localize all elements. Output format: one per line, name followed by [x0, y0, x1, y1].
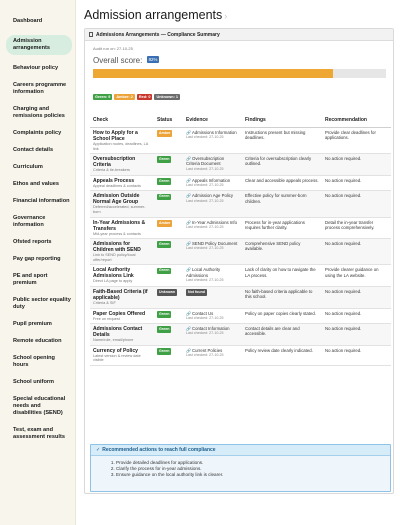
cell-evidence — [183, 308, 242, 324]
check-subtitle: Link to SEND policy/local offer/report — [93, 253, 136, 262]
table-row — [90, 239, 391, 265]
score-progress-fill — [93, 69, 333, 78]
cell-recommendation: Detail the in-year transfer process comprehensively. — [322, 217, 391, 239]
cell-evidence — [183, 286, 242, 308]
link-icon: 🔗 — [186, 241, 191, 247]
cell-recommendation: Provide clear deadlines for applications. — [322, 128, 391, 154]
cell-status — [154, 265, 183, 287]
cell-status — [154, 286, 183, 308]
check-subtitle: Latest version & review date visible — [93, 353, 141, 363]
evidence-last-checked: Last checked: 27-10-25 — [186, 224, 224, 229]
link-icon: 🔗 — [186, 347, 191, 353]
cell-recommendation: No action required. — [322, 239, 391, 265]
cell-check — [90, 191, 154, 217]
sidebar-item-ofsted-reports[interactable]: Ofsted reports — [13, 239, 52, 245]
checks-table — [90, 113, 391, 366]
sidebar-item-financial-information[interactable]: Financial information — [13, 198, 70, 204]
evidence-link[interactable] — [186, 193, 233, 198]
status-badge: Green — [159, 194, 170, 199]
card-header — [85, 29, 393, 41]
sidebar-item-ethos-and-values[interactable]: Ethos and values — [13, 181, 60, 187]
check-subtitle: Free on request — [93, 316, 120, 321]
check-subtitle: Mid-year process & contacts — [93, 231, 141, 236]
sidebar-item-complaints-policy[interactable]: Complaints policy — [13, 130, 62, 136]
cell-status — [154, 175, 183, 191]
cell-check — [90, 217, 154, 239]
cell-check — [90, 175, 154, 191]
recommendations-box — [90, 444, 391, 492]
check-title: Oversubscription Criteria — [93, 156, 136, 169]
check-subtitle: Direct LA page to apply — [93, 279, 133, 284]
recommendation-item: 3. Ensure guidance on the local authority link is clearer. — [116, 472, 390, 478]
document-icon — [89, 32, 93, 37]
table-row — [90, 217, 391, 239]
evidence-last-checked: Last checked: 27-10-25 — [186, 198, 224, 203]
status-chips — [93, 85, 182, 99]
status-badge: Amber — [159, 131, 171, 135]
status-badge: Green — [159, 348, 170, 353]
cell-status — [154, 217, 183, 239]
check-subtitle: Appeal deadlines & contacts — [93, 183, 141, 188]
cell-findings: Policy on paper copies clearly stated. — [242, 308, 322, 324]
sidebar-item-curriculum[interactable]: Curriculum — [13, 164, 43, 170]
check-title: Paper Copies Offered — [93, 310, 146, 317]
cell-check — [90, 239, 154, 265]
check-title: Local Authority Admissions Link — [93, 267, 134, 280]
table-row — [90, 286, 391, 308]
sidebar-nav — [0, 0, 76, 525]
cell-findings: Comprehensive SEND policy available. — [242, 239, 322, 265]
cell-recommendation: No action required. — [322, 175, 391, 191]
cell-check — [90, 154, 154, 176]
recommendations-list — [91, 456, 390, 478]
check-title: How to Apply for a School Place — [93, 130, 138, 142]
evidence-last-checked: Last checked: 27-10-25 — [186, 315, 224, 320]
status-badge: Green — [159, 268, 170, 273]
evidence-link-label: Current Policies — [191, 347, 223, 353]
link-icon: 🔗 — [186, 177, 191, 183]
col-header-status: Status — [154, 113, 183, 128]
link-icon: 🔗 — [186, 156, 191, 162]
main-content — [84, 0, 396, 525]
cell-check — [90, 128, 154, 154]
sidebar-item-school-uniform[interactable]: School uniform — [13, 379, 55, 385]
status-badge: Green — [159, 327, 170, 332]
score-badge: 82% — [148, 57, 158, 62]
score-progress-bar — [93, 69, 386, 78]
check-title: Admissions for Children with SEND — [93, 241, 141, 254]
link-icon: 🔗 — [186, 326, 191, 332]
cell-status — [154, 308, 183, 324]
sidebar-item-behaviour-policy[interactable]: Behaviour policy — [13, 65, 59, 71]
evidence-last-checked: Last checked: 27-10-25 — [186, 166, 224, 171]
table-row — [90, 265, 391, 287]
sidebar-item-public-sector-equality-duty[interactable]: Public sector equality duty — [13, 297, 71, 310]
sidebar-item-pay-gap-reporting[interactable]: Pay gap reporting — [13, 256, 61, 262]
status-chip-amber: Amber: 2 — [116, 95, 133, 99]
evidence-link[interactable] — [186, 311, 213, 316]
evidence-link-label: Oversubscription Criteria Document — [186, 156, 225, 167]
check-title: In-Year Admissions & Transfers — [93, 219, 146, 232]
cell-findings: Criteria for oversubscription clearly outlined. — [242, 154, 322, 176]
cell-check — [90, 286, 154, 308]
cell-recommendation: No action required. — [322, 191, 391, 217]
link-icon: 🔗 — [186, 310, 191, 316]
table-row — [90, 324, 391, 346]
evidence-link-label: Appeals Information — [191, 177, 231, 183]
evidence-link-label: Admissions Information — [191, 130, 237, 135]
evidence-link-label: SEND Policy Document — [191, 241, 238, 247]
evidence-last-checked: Last checked: 27-10-25 — [186, 331, 224, 336]
evidence-last-checked: Last checked: 27-10-25 — [186, 277, 224, 282]
status-chip-grey: Unknown: 1 — [156, 95, 178, 99]
cell-check — [90, 265, 154, 287]
status-badge: Unknown — [159, 289, 176, 294]
check-subtitle: Criteria & SIF — [93, 300, 116, 305]
sidebar-item-school-opening-hours[interactable]: School opening hours — [13, 355, 55, 368]
table-row — [90, 345, 391, 365]
status-badge: Green — [159, 311, 170, 316]
link-icon: 🔗 — [186, 267, 191, 273]
check-title: Admission Outside Normal Age Group — [93, 193, 140, 206]
check-title: Appeals Process — [93, 177, 135, 184]
cell-findings: Clear and accessible appeals process. — [242, 175, 322, 191]
cell-evidence — [183, 239, 242, 265]
evidence-last-checked: Last checked: 27-10-25 — [186, 135, 224, 140]
status-badge: Green — [159, 242, 170, 247]
check-subtitle: Name/role, email/phone — [93, 338, 134, 343]
sidebar-item-special-educational-needs-and-disabilities-send[interactable]: Special educational needs and disabilities (SEND) — [13, 396, 66, 416]
evidence-link[interactable] — [186, 348, 222, 353]
cell-findings: Contact details are clear and accessible. — [242, 324, 322, 346]
cell-status — [154, 191, 183, 217]
card-header-title: Admissions Arrangements — Compliance Summary — [96, 32, 220, 38]
table-row — [90, 308, 391, 324]
cell-evidence — [183, 345, 242, 365]
evidence-link[interactable] — [186, 220, 237, 225]
cell-evidence — [183, 217, 242, 239]
cell-recommendation: No action required. — [322, 308, 391, 324]
cell-findings: Policy review date clearly indicated. — [242, 345, 322, 365]
table-row — [90, 191, 391, 217]
cell-status — [154, 345, 183, 365]
check-subtitle: Deferred/accelerated, summer-born — [93, 205, 146, 214]
table-row — [90, 175, 391, 191]
cell-evidence — [183, 128, 242, 154]
sidebar-item-careers-programme-information[interactable]: Careers programme information — [13, 82, 67, 95]
col-header-check: Check — [90, 113, 154, 128]
compliance-summary-card — [84, 28, 394, 494]
sidebar-item-pe-and-sport-premium[interactable]: PE and sport premium — [13, 273, 48, 286]
evidence-link[interactable] — [186, 156, 224, 166]
cell-status — [154, 239, 183, 265]
link-icon: 🔗 — [186, 130, 191, 135]
cell-recommendation: No action required. — [322, 324, 391, 346]
cell-evidence — [183, 175, 242, 191]
cell-recommendation: No action required. — [322, 345, 391, 365]
status-badge: Amber — [159, 220, 171, 225]
evidence-not-found-badge: Not found — [188, 289, 205, 294]
cell-check — [90, 324, 154, 346]
evidence-link[interactable] — [186, 267, 220, 277]
cell-check — [90, 308, 154, 324]
cell-recommendation: No action required. — [322, 154, 391, 176]
col-header-evidence: Evidence — [183, 113, 242, 128]
table-row — [90, 154, 391, 176]
status-badge: Green — [159, 178, 170, 183]
evidence-link-label: Admission Age Policy — [191, 193, 234, 199]
cell-status — [154, 154, 183, 176]
cell-recommendation: No action required. — [322, 286, 391, 308]
cell-evidence — [183, 154, 242, 176]
evidence-link-label: In-Year Admissions Info — [191, 219, 237, 225]
evidence-last-checked: Last checked: 27-10-25 — [186, 246, 224, 251]
cell-status — [154, 128, 183, 154]
sidebar-item-dashboard[interactable]: Dashboard — [13, 18, 43, 24]
check-subtitle: Criteria & tie-breakers — [93, 168, 130, 173]
evidence-link-label: Contact Us — [191, 310, 214, 316]
cell-findings: No faith-based criteria applicable to this school. — [242, 286, 322, 308]
cell-evidence — [183, 324, 242, 346]
sidebar-item-pupil-premium[interactable]: Pupil premium — [13, 321, 52, 327]
cell-recommendation: Provide clearer guidance on using the LA website. — [322, 265, 391, 287]
col-header-recommendation: Recommendation — [322, 113, 391, 128]
sidebar-item-test-exam-and-assessment-results[interactable]: Test, exam and assessment results — [13, 427, 65, 440]
recommendations-header — [91, 445, 390, 456]
cell-evidence — [183, 265, 242, 287]
recommendation-item: 1. Provide detailed deadlines for applications. — [116, 460, 390, 466]
evidence-link-label: Contact Information — [191, 326, 230, 332]
evidence-last-checked: Last checked: 27-10-25 — [186, 182, 224, 187]
recommendation-item: 2. Clarify the process for in-year admissions. — [116, 466, 390, 472]
page-title-text: Admission arrangements — [84, 8, 223, 22]
sidebar-item-admission-arrangements[interactable]: Admission arrangements — [6, 35, 72, 55]
cell-findings: Lack of clarity on how to navigate the LA process. — [242, 265, 322, 287]
cell-findings: Instructions present but missing deadlines. — [242, 128, 322, 154]
sidebar-item-charging-and-remissions-policies[interactable]: Charging and remissions policies — [13, 106, 65, 119]
cell-status — [154, 324, 183, 346]
check-subtitle: Application routes, deadlines, LA link — [93, 142, 149, 151]
cell-check — [90, 345, 154, 365]
audit-date: Audit run on: 27-10-25 — [93, 46, 133, 51]
check-title: Currency of Policy — [93, 347, 139, 354]
check-title: Faith-Based Criteria (if applicable) — [93, 288, 148, 301]
check-circle-icon: ✓ — [96, 447, 101, 453]
evidence-link-label: Local Authority Admissions — [186, 267, 221, 278]
status-badge: Green — [159, 157, 170, 162]
sidebar-item-remote-education[interactable]: Remote education — [13, 338, 62, 344]
evidence-last-checked: Last checked: 27-10-25 — [186, 352, 224, 357]
check-title: Admissions Contact Details — [93, 326, 143, 339]
status-chip-green: Green: 9 — [95, 95, 111, 99]
recommendations-title: Recommended actions to reach full compliance — [102, 447, 216, 453]
link-icon: 🔗 — [186, 219, 191, 225]
overall-score-label: Overall score: — [93, 56, 143, 65]
status-chip-red: Red: 0 — [138, 95, 151, 99]
table-row — [90, 128, 391, 154]
overall-score — [93, 56, 159, 65]
link-icon: 🔗 — [186, 193, 191, 199]
col-header-findings: Findings — [242, 113, 322, 128]
cell-findings: Effective policy for summer-born children. — [242, 191, 322, 217]
title-caret-icon: › — [224, 11, 228, 21]
cell-evidence — [183, 191, 242, 217]
page-title — [84, 8, 227, 22]
sidebar-item-governance-information[interactable]: Governance information — [13, 215, 46, 228]
table-header-row — [90, 113, 391, 128]
cell-findings: Process for in-year applications requires further clarity. — [242, 217, 322, 239]
sidebar-item-contact-details[interactable]: Contact details — [13, 147, 54, 153]
